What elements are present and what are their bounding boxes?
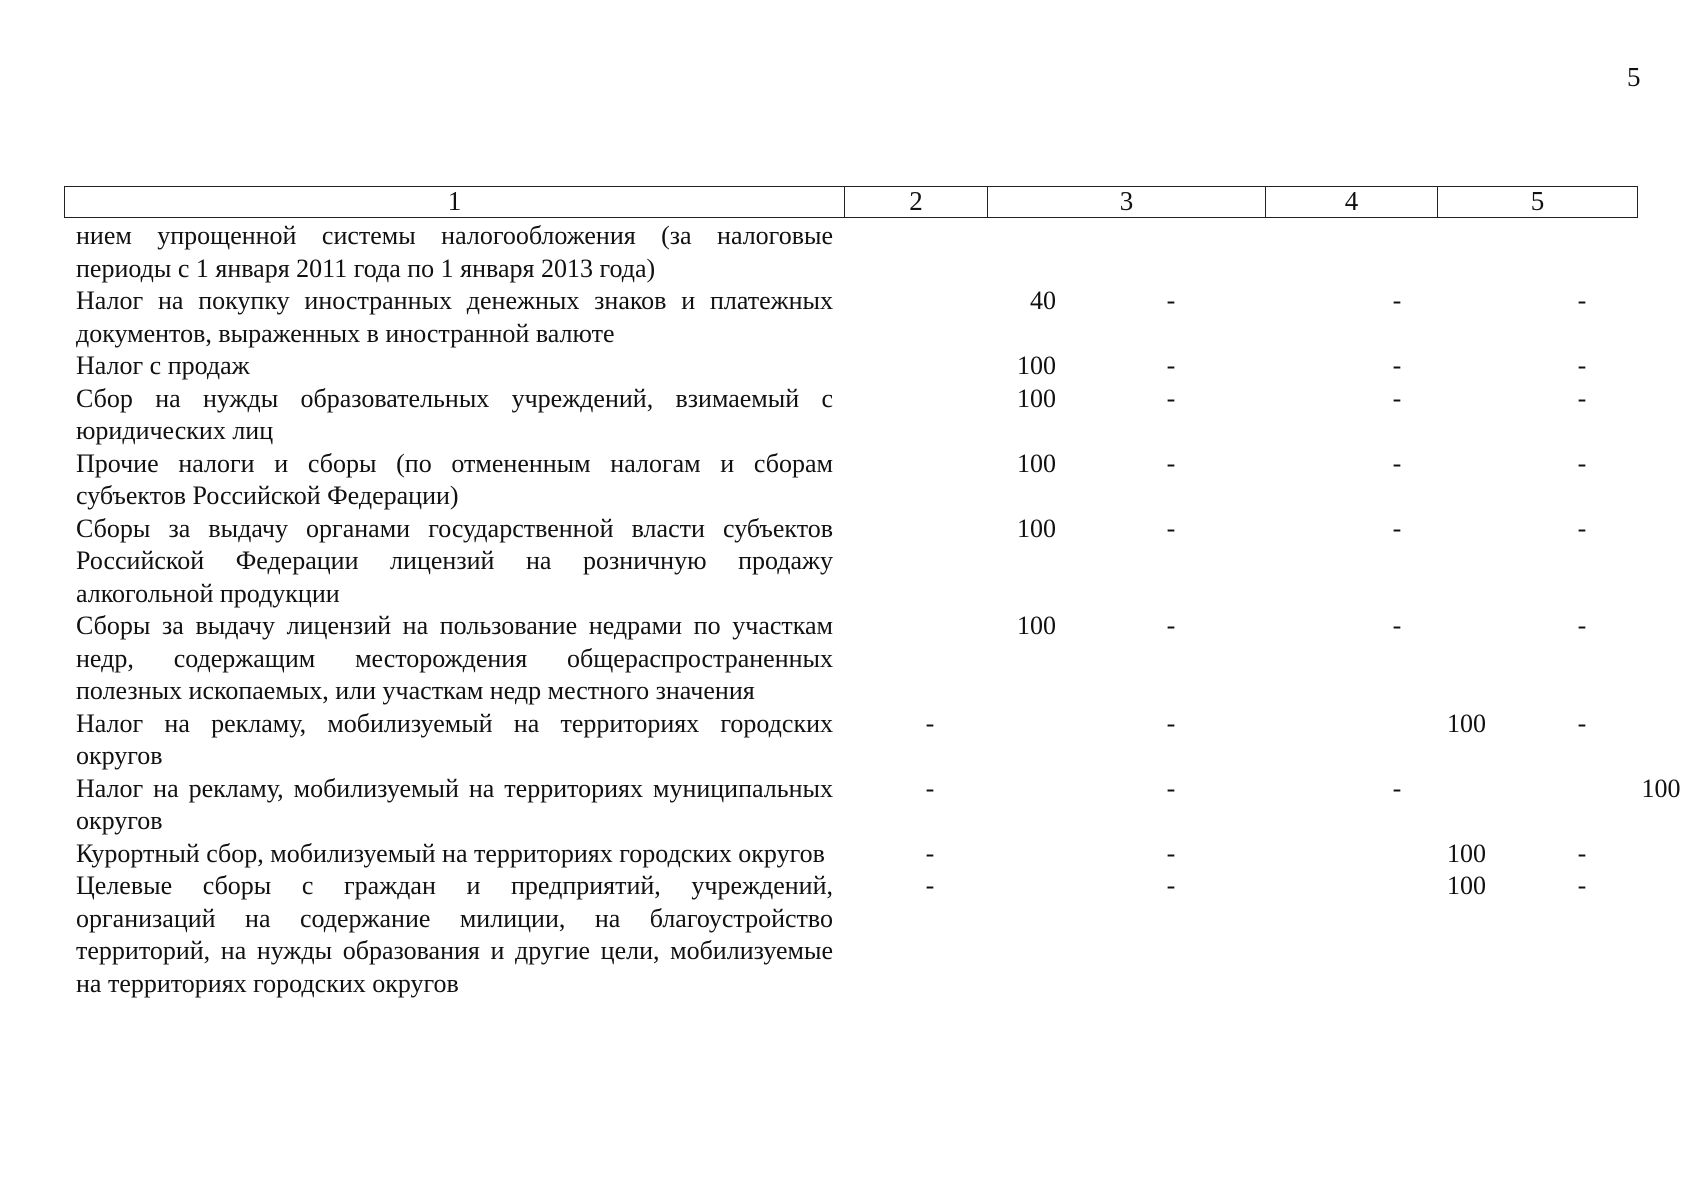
row-value-col-2: 100 <box>1017 513 1056 543</box>
row-value-col-4: - <box>1392 611 1402 640</box>
table-body <box>76 220 1681 1000</box>
table-header-row <box>64 186 1638 218</box>
row-value-col-4: - <box>1392 351 1402 380</box>
row-value-col-3: - <box>1166 773 1176 803</box>
row-value-col-2: - <box>925 838 935 868</box>
row-value-col-3: - <box>1166 286 1176 315</box>
row-value-col-4: - <box>1392 773 1402 803</box>
table-row <box>76 708 1650 773</box>
table-row <box>76 513 1650 611</box>
table-row <box>76 448 1650 513</box>
row-value-col-4: 100 <box>1447 871 1486 900</box>
row-value-col-5: - <box>1577 871 1587 900</box>
table-header-col-3: 3 <box>988 187 1266 217</box>
row-description: Прочие налоги и сборы (по отмененным налогам и сборам субъектов Российской Федерации) <box>76 448 833 510</box>
row-value-col-3: - <box>1166 871 1176 900</box>
row-description: Налог на рекламу, мобилизуемый на территориях городских округов <box>76 708 833 770</box>
row-description: Курортный сбор, мобилизуемый на территориях городских округов <box>76 838 825 868</box>
table-header-col-5: 5 <box>1530 186 1545 216</box>
row-value-col-5: - <box>1577 513 1587 543</box>
row-value-col-4: 100 <box>1447 708 1486 738</box>
row-value-col-2: 100 <box>1017 611 1056 640</box>
table-row <box>76 610 1650 708</box>
row-value-col-4: - <box>1392 513 1402 543</box>
row-value-col-2: - <box>925 708 935 738</box>
table-row <box>76 838 1650 871</box>
row-description: нием упрощенной системы налогообложения (за налоговые периоды с 1 января 2011 года по 1 января 2013 года) <box>76 221 833 283</box>
table-row <box>76 773 1681 838</box>
row-value-col-5: - <box>1577 351 1587 380</box>
row-description: Сборы за выдачу органами государственной власти субъектов Российской Федерации лицензий на розничную продажу алкогольной продукции <box>76 513 833 608</box>
row-description: Налог на покупку иностранных денежных знаков и платежных документов, выраженных в иностранной валюте <box>76 286 833 348</box>
row-value-col-4: - <box>1392 448 1402 478</box>
table-row <box>76 220 1650 285</box>
row-value-col-5: - <box>1577 286 1587 315</box>
row-description: Налог с продаж <box>76 351 250 380</box>
row-value-col-2: 40 <box>1030 286 1056 315</box>
table-row <box>76 870 1650 1000</box>
row-description: Налог на рекламу, мобилизуемый на территориях муниципальных округов <box>76 773 833 835</box>
row-value-col-3: - <box>1166 351 1176 380</box>
row-value-col-3: - <box>1166 513 1176 543</box>
row-value-col-2: 100 <box>1017 351 1056 380</box>
table-header-col-4: 4 <box>1266 187 1438 217</box>
row-value-col-3: - <box>1166 708 1176 738</box>
row-value-col-3: - <box>1166 838 1176 868</box>
row-value-col-5: - <box>1577 838 1587 868</box>
row-value-col-2: - <box>925 773 935 803</box>
row-value-col-4: - <box>1392 286 1402 315</box>
row-description: Сбор на нужды образовательных учреждений, взимаемый с юридических лиц <box>76 383 833 445</box>
row-value-col-4: 100 <box>1447 838 1486 868</box>
row-value-col-5: - <box>1577 383 1587 413</box>
row-value-col-2: 100 <box>1017 383 1056 413</box>
table-row <box>76 383 1650 448</box>
row-value-col-4: - <box>1392 383 1402 413</box>
row-value-col-3: - <box>1166 383 1176 413</box>
row-value-col-3: - <box>1166 448 1176 478</box>
row-description: Сборы за выдачу лицензий на пользование недрами по участкам недр, содержащим месторождения общераспространенных полезных ископаемых, или участкам недр местного значения <box>76 611 833 705</box>
row-value-col-3: - <box>1166 611 1176 640</box>
row-value-col-5: - <box>1577 611 1587 640</box>
row-value-col-2: - <box>925 871 935 900</box>
table-header-col-1: 1 <box>65 187 845 217</box>
row-value-col-5: - <box>1577 448 1587 478</box>
row-value-col-2: 100 <box>1017 448 1056 478</box>
row-value-col-5: - <box>1577 708 1587 738</box>
page-number: 5 <box>1627 62 1641 92</box>
row-value-col-5: 100 <box>1641 773 1681 803</box>
table-row <box>76 285 1650 350</box>
table-header-col-2: 2 <box>845 187 988 217</box>
table-row <box>76 350 1650 383</box>
row-description: Целевые сборы с граждан и предприятий, учреждений, организаций на содержание милиции, на благоустройство территорий, на нужды образования и другие цели, мобилизуемые на территориях городских округов <box>76 871 833 998</box>
